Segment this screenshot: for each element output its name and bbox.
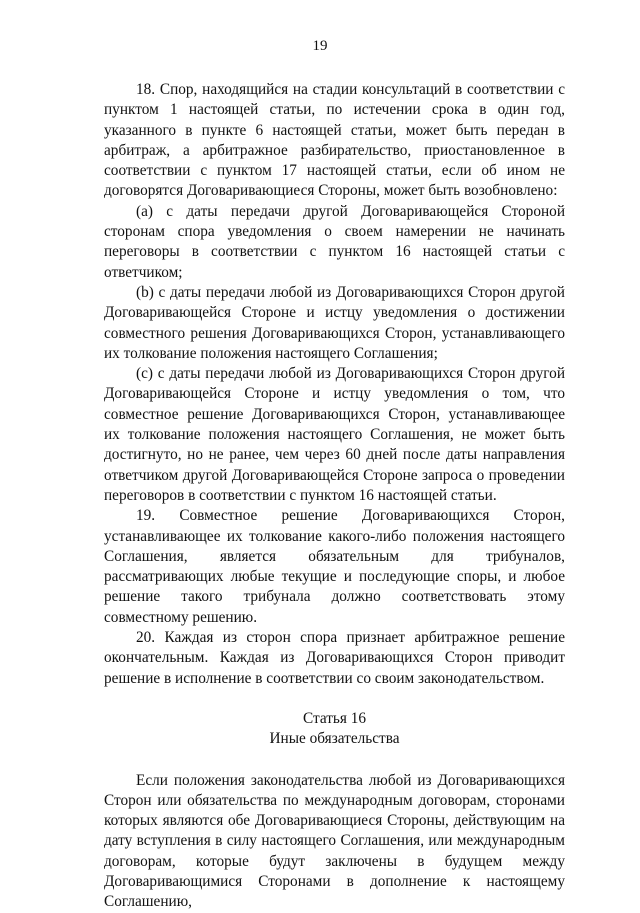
paragraph-19: 19. Совместное решение Договаривающихся Сторон, устанавливающее их толкование какого-либо положения настоящего Соглашения, является обязательным для трибуналов, рассматривающих любые текущие и последующие споры, и любое решение такого трибунала должно соответствовать этому совместному решению. [104, 507, 565, 626]
page-number: 19 [312, 38, 328, 54]
paragraph-18a: (a) с даты передачи другой Договаривающейся Стороной сторонам спора уведомления о своем намерении не начинать переговоры в соответствии с пунктом 16 настоящей статьи с ответчиком; [104, 202, 565, 281]
paragraph-18c: (c) с даты передачи любой из Договаривающихся Сторон другой Договаривающейся Стороне и истцу уведомления о том, что совместное решение Договаривающихся Сторон, устанавливающее их толкование положения настоящего Соглашения, не может быть достигнуто, но не ранее, чем через 60 дней после даты направления ответчиком другой Договаривающейся Стороне запроса о проведении переговоров в соответствии с пунктом 16 настоящей статьи. [104, 365, 565, 504]
paragraph-18: 18. Спор, находящийся на стадии консультаций в соответствии с пунктом 1 настоящей статьи, по истечении срока в один год, указанного в пункте 6 настоящей статьи, может быть передан в арбитраж, а арбитражное разбирательство, приостановленное в соответствии с пунктом 17 настоящей статьи, если об ином не договорятся Договаривающиеся Стороны, может быть возобновлено: [104, 81, 565, 200]
document-body [104, 80, 565, 913]
article-number: Статья 16 [302, 709, 367, 727]
paragraph-18b: (b) с даты передачи любой из Договаривающихся Сторон другой Договаривающейся Стороне и истцу уведомления о достижении совместного решения Договаривающихся Сторон, устанавливающего их толкование положения настоящего Соглашения; [104, 283, 565, 362]
article-title: Иные обязательства [269, 730, 400, 748]
paragraph-20: 20. Каждая из сторон спора признает арбитражное решение окончательным. Каждая из Договаривающихся Сторон приводит решение в исполнение в соответствии со своим законодательством. [104, 629, 565, 687]
paragraph-article16: Если положения законодательства любой из Договаривающихся Сторон или обязательства по международным договорам, сторонами которых являются обе Договаривающиеся Стороны, действующим на дату вступления в силу настоящего Соглашения, или международным договорам, которые будут заключены в будущем между Договаривающимися Сторонами в дополнение к настоящему Соглашению, [104, 771, 565, 911]
